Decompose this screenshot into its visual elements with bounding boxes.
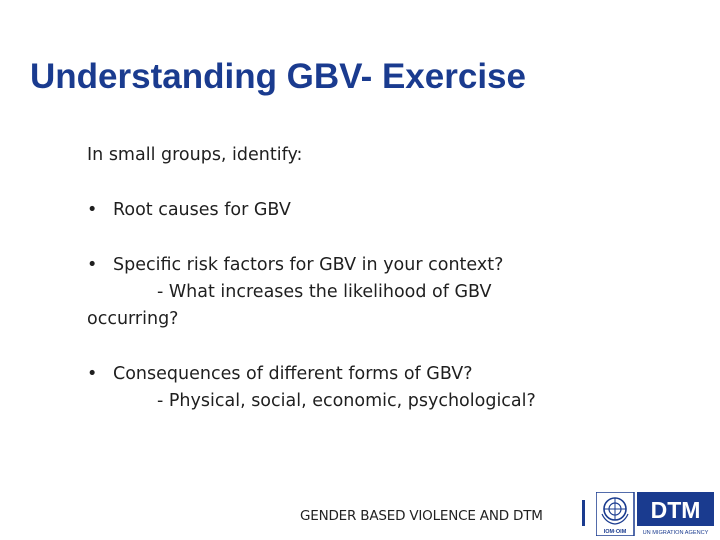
slide-body: [87, 142, 607, 415]
sub-point-likelihood: - What increases the likelihood of GBV: [157, 282, 492, 302]
bullet-icon: •: [87, 255, 98, 275]
logo-brand-text: DTM: [650, 497, 701, 523]
sub-point-continuation: occurring?: [87, 309, 179, 329]
logo-agency-text: UN MIGRATION AGENCY: [642, 530, 709, 536]
bullet-icon: •: [87, 364, 98, 384]
bullet-text: Consequences of different forms of GBV?: [113, 364, 473, 384]
footer-divider: [582, 500, 585, 526]
footer-label: GENDER BASED VIOLENCE AND DTM: [300, 508, 543, 524]
iom-dtm-logo: [596, 492, 714, 536]
bullet-item-consequences: [87, 361, 607, 388]
bullet-item-risk-factors: [87, 252, 607, 279]
slide-title: Understanding GBV- Exercise: [30, 57, 526, 96]
bullet-icon: •: [87, 200, 98, 220]
sub-point-forms: - Physical, social, economic, psychological?: [157, 391, 536, 411]
bullet-text: Specific risk factors for GBV in your context?: [113, 255, 504, 275]
bullet-item-root-causes: [87, 197, 607, 224]
intro-text: In small groups, identify:: [87, 145, 303, 165]
bullet-text: Root causes for GBV: [113, 200, 291, 220]
logo-org-text: IOM·OIM: [603, 529, 627, 535]
